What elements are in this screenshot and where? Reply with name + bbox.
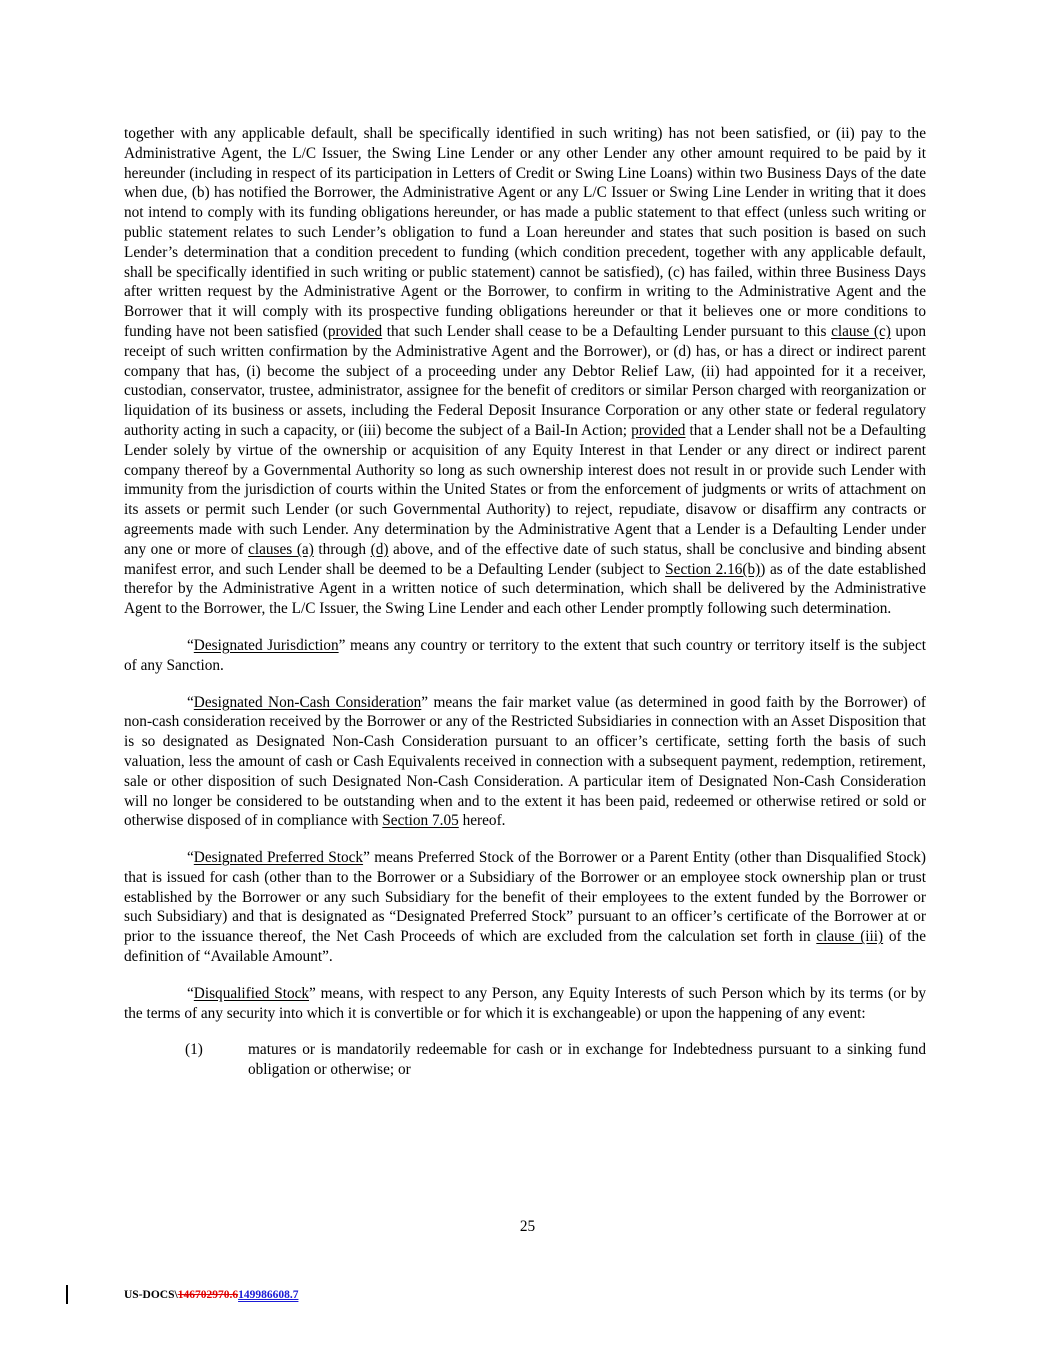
document-body [124,124,926,1080]
defined-term: Designated Jurisdiction [193,636,339,654]
deleted-doc-number: 146702970.6 [177,1289,239,1301]
paragraph-defaulting-lender-continued: together with any applicable default, shall be specifically identified in such writing) has not been satisfied, or (ii) pay to the Administrative Agent, the L/C Issuer, the Swing Line Lender or any other Lender any other amount required to be paid by it hereunder (including in respect of its participation in Letters of Credit or Swing Line Loans) within two Business Days of the date when due, (b) has notified the Borrower, the Administrative Agent or any L/C Issuer or Swing Line Lender in writing that it does not intend to comply with its funding obligations hereunder, or has made a public statement to that effect (unless such writing or public statement relates to such Lender’s obligation to fund a Loan hereunder and states that such position is based on such Lender’s determination that a condition precedent to funding (which condition precedent, together with any applicable default, shall be specifically identified in such writing or public statement) cannot be satisfied), (c) has failed, within three Business Days after written request by the Administrative Agent or the Borrower, to confirm in writing to the Administrative Agent and the Borrower that it will comply with its prospective funding obligations hereunder or that it believes one or more conditions to funding have not been satisfied (provided that such Lender shall cease to be a Defaulting Lender pursuant to this clause (c) upon receipt of such written confirmation by the Administrative Agent and the Borrower), or (d) has, or has a direct or indirect parent company that has, (i) become the subject of a proceeding under any Debtor Relief Law, (ii) had appointed for it a receiver, custodian, conservator, trustee, administrator, assignee for the benefit of creditors or similar Person charged with reorganization or liquidation of its business or assets, including the Federal Deposit Insurance Corporation or any other state or federal regulatory authority acting in such a capacity, or (iii) become the subject of a Bail-In Action; provided that a Lender shall not be a Defaulting Lender solely by virtue of the ownership or acquisition of any Equity Interest in that Lender or any direct or indirect parent company thereof by a Governmental Authority so long as such ownership interest does not result in or provide such Lender with immunity from the jurisdiction of courts within the United States or from the enforcement of judgments or writs of attachment on its assets or permit such Lender (or such Governmental Authority) to reject, repudiate, disavow or disaffirm any contracts or agreements made with such Lender. Any determination by the Administrative Agent that a Lender is a Defaulting Lender under any one or more of clauses (a) through (d) above, and of the effective date of such status, shall be conclusive and binding absent manifest error, and such Lender shall be deemed to be a Defaulting Lender (subject to Section 2.16(b)) as of the date established therefor by the Administrative Agent in a written notice of such determination, which shall be delivered by the Administrative Agent to the Borrower, the L/C Issuer, the Swing Line Lender and each other Lender promptly following such determination. [124,125,927,618]
list-item-number: (1) [185,1041,203,1059]
defined-term: Designated Preferred Stock [193,849,364,867]
list-item [185,1040,926,1080]
definition-disqualified-stock: “Disqualified Stock” means, with respect to any Person, any Equity Interests of such Person which by its terms (or by the terms of any security into which it is convertible or for which it is exchangeable) or upon the happening of any event: [124,984,927,1022]
definition-designated-preferred-stock: “Designated Preferred Stock” means Preferred Stock of the Borrower or a Parent Entity (other than Disqualified Stock) that is issued for cash (other than to the Borrower or a Subsidiary of the Borrower or an employee stock ownership plan or trust established by the Borrower or any such Subsidiary for the benefit of their employees to the extent funded by the Borrower or such Subsidiary) and that is designated as “Designated Preferred Stock” pursuant to an officer’s certificate of the Borrower at or prior to the issuance thereof, the Net Cash Proceeds of which are excluded from the calculation set forth in clause (iii) of the definition of “Available Amount”. [124,849,926,966]
cross-reference: clause (c) [831,322,891,340]
defined-term: Designated Non-Cash Consideration [193,693,422,711]
revision-change-bar [66,1285,68,1304]
cross-reference: clause (iii) [816,928,884,946]
defined-term: Disqualified Stock [193,984,310,1002]
page-number: 25 [519,1218,536,1235]
list-item-text: matures or is mandatorily redeemable for cash or in exchange for Indebtedness pursuant to a sinking fund obligation or otherwise; or [248,1041,926,1079]
definition-designated-jurisdiction: “Designated Jurisdiction” means any country or territory to the extent that such country or territory itself is the subject of any Sanction. [124,636,926,674]
cross-reference: Section 7.05 [382,812,459,830]
underlined-term: provided [327,322,383,340]
document-id-footer [124,1289,298,1301]
inserted-doc-number: 149986608.7 [238,1289,299,1301]
doc-id-prefix: US-DOCS\ [124,1289,178,1301]
underlined-term: provided [631,421,686,439]
cross-reference: (d) [370,540,389,558]
cross-reference: clauses (a) [248,540,314,558]
cross-reference: Section 2.16(b) [665,560,761,578]
definition-designated-non-cash-consideration: “Designated Non-Cash Consideration” means the fair market value (as determined in good faith by the Borrower) of non-cash consideration received by the Borrower or any of the Restricted Subsidiaries in connection with an Asset Disposition that is so designated as Designated Non-Cash Consideration pursuant to an officer’s certificate, setting forth the basis of such valuation, less the amount of cash or Cash Equivalents received in connection with a subsequent payment, redemption, retirement, sale or other disposition of such Designated Non-Cash Consideration. A particular item of Designated Non-Cash Consideration will no longer be considered to be outstanding when and to the extent it has been paid, redeemed or otherwise retired or sold or otherwise disposed of in compliance with Section 7.05 hereof. [124,693,926,830]
